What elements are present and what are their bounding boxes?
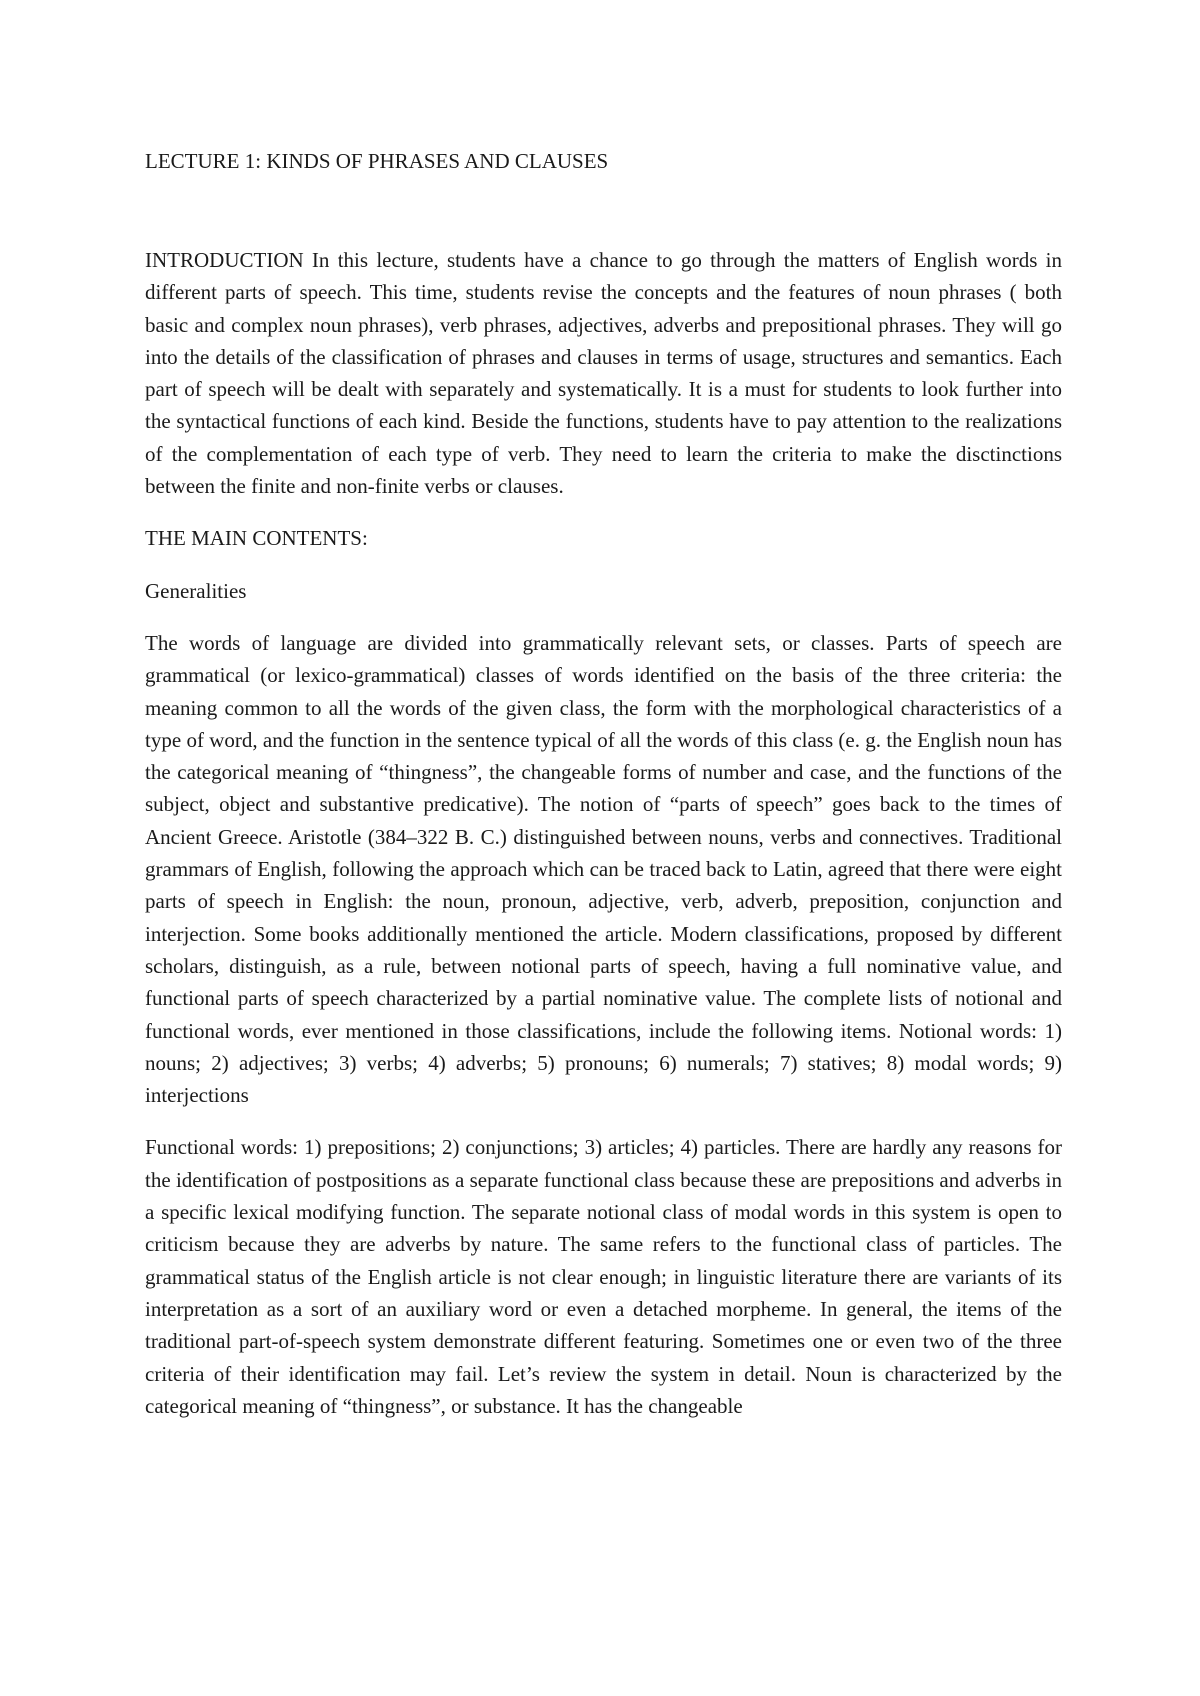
- document-body: [145, 145, 1062, 1442]
- lecture-title: LECTURE 1: KINDS OF PHRASES AND CLAUSES: [145, 149, 609, 173]
- generalities-heading: Generalities: [145, 578, 247, 603]
- introduction-paragraph: INTRODUCTION In this lecture, students have a chance to go through the matters of English words in different parts of speech. This time, students revise the concepts and the features of noun phrases ( both basic and complex noun phrases), verb phrases, adjectives, adverbs and prepositional phrases. They will go into the details of the classification of phrases and clauses in terms of usage, structures and semantics. Each part of speech will be dealt with separately and systematically. It is a must for students to look further into the syntactical functions of each kind. Beside the functions, students have to pay attention to the realizations of the complementation of each type of verb. They need to learn the criteria to make the disctinctions between the finite and non-finite verbs or clauses.: [145, 248, 1062, 499]
- body-paragraph-1: The words of language are divided into grammatically relevant sets, or classes. Parts of speech are grammatical (or lexico-grammatical) classes of words identified on the basis of the three criteria: the meaning common to all the words of the given class, the form with the morphological characteristics of a type of word, and the function in the sentence typical of all the words of this class (e. g. the English noun has the categorical meaning of “thingness”, the changeable forms of number and case, and the functions of the subject, object and substantive predicative). The notion of “parts of speech” goes back to the times of Ancient Greece. Aristotle (384–322 B. C.) distinguished between nouns, verbs and connectives. Traditional grammars of English, following the approach which can be traced back to Latin, agreed that there were eight parts of speech in English: the noun, pronoun, adjective, verb, adverb, preposition, conjunction and interjection. Some books additionally mentioned the article. Modern classifications, proposed by different scholars, distinguish, as a rule, between notional parts of speech, having a full nominative value, and functional parts of speech characterized by a partial nominative value. The complete lists of notional and functional words, ever mentioned in those classifications, include the following items. Notional words: 1) nouns; 2) adjectives; 3) verbs; 4) adverbs; 5) pronouns; 6) numerals; 7) statives; 8) modal words; 9) interjections: [145, 630, 1062, 1108]
- body-paragraph-2: Functional words: 1) prepositions; 2) conjunctions; 3) articles; 4) particles. There are hardly any reasons for the identification of postpositions as a separate functional class because these are prepositions and adverbs in a specific lexical modifying function. The separate notional class of modal words in this system is open to criticism because they are adverbs by nature. The same refers to the functional class of particles. The grammatical status of the English article is not clear enough; in linguistic literature there are variants of its interpretation as a sort of an auxiliary word or even a detached morpheme. In general, the items of the traditional part-of-speech system demonstrate different featuring. Sometimes one or even two of the three criteria of their identification may fail. Let’s review the system in detail. Noun is characterized by the categorical meaning of “thingness”, or substance. It has the changeable: [145, 1135, 1062, 1418]
- main-contents-heading: THE MAIN CONTENTS:: [145, 526, 368, 551]
